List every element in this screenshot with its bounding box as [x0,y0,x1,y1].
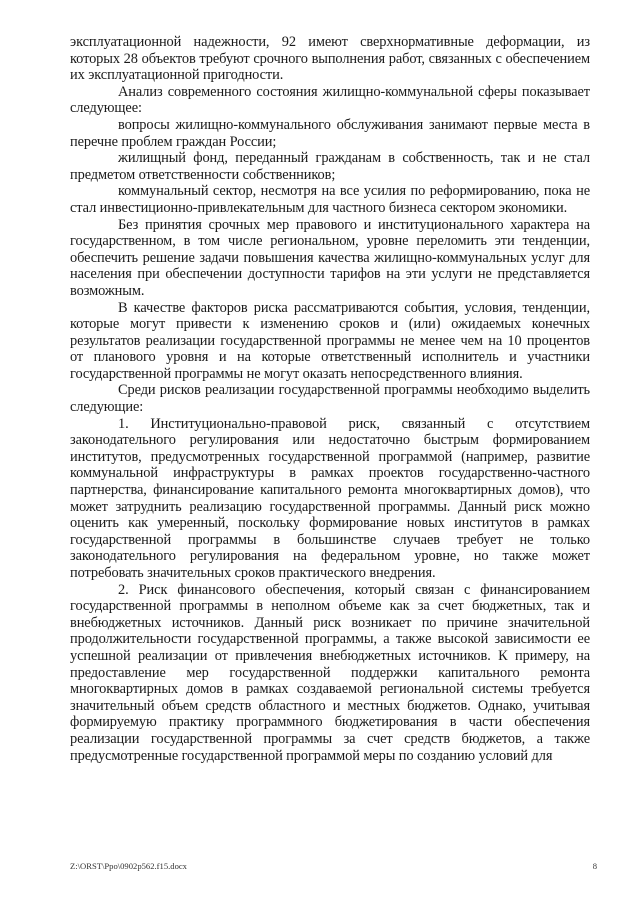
paragraph-point-services: вопросы жилищно-коммунального обслуживания занимают первые места в перечне проблем граждан России; [70,116,590,150]
paragraph-risk-institutional: 1. Институционально-правовой риск, связанный с отсутствием законодательного регулирования или недостаточно быстрым формированием институтов, предусмотренных государственной программой (например, развитие коммунальной инфраструктуры в рамках проектов государственно-частного партнерства, финансирование капитального ремонта многоквартирных домов), что может затруднить реализацию государственной программы. Данный риск можно оценить как умеренный, поскольку формирование новых институтов в рамках государственной программы в большинстве случаев требует не только законодательного регулирования на федеральном уровне, но также может потребовать значительных сроков практического внедрения. [70,415,590,581]
paragraph-point-housing: жилищный фонд, переданный гражданам в собственность, так и не стал предметом ответственности собственников; [70,150,590,183]
paragraph-continuation: эксплуатационной надежности, 92 имеют сверхнормативные деформации, из которых 28 объектов требуют срочного выполнения работ, связанных с обеспечением их эксплуатационной пригодности. [70,34,590,84]
paragraph-risk-factors: В качестве факторов риска рассматриваются события, условия, тенденции, которые могут привести к изменению сроков и (или) ожидаемых конечных результатов реализации государственной программы не менее чем на 10 процентов от планового уровня и на которые ответственный исполнитель и участники государственной программы не могут оказать непосредственного влияния. [70,299,590,382]
paragraph-risks-intro: Среди рисков реализации государственной программы необходимо выделить следующие: [70,382,590,416]
page-number: 8 [592,861,597,871]
paragraph-point-communal: коммунальный сектор, несмотря на все усилия по реформированию, пока не стал инвестиционно-привлекательным для частного бизнеса сектором экономики. [70,183,590,216]
paragraph-analysis-intro: Анализ современного состояния жилищно-коммунальной сферы показывает следующее: [70,83,590,117]
footer-file-path: Z:\ORST\Ppo\0902p562.f15.docx [70,861,187,871]
document-page [70,34,590,834]
paragraph-urgent-measures: Без принятия срочных мер правового и институционального характера на государственном, в том числе региональном, уровне переломить эти тенденции, обеспечить решение задачи повышения качества жилищно-коммунальных услуг для населения при обеспечении доступности тарифов на эти услуги не представляется возможным. [70,216,590,299]
paragraph-risk-financial: 2. Риск финансового обеспечения, который связан с финансированием государственной программы в неполном объеме как за счет бюджетных, так и внебюджетных источников. Данный риск возникает по причине значительной продолжительности государственной программы, а также высокой зависимости ее успешной реализации от привлечения внебюджетных источников. К примеру, на предоставление мер государственной поддержки капитального ремонта многоквартирных домов в рамках создаваемой региональной системы требуется значительный объем средств областного и местных бюджетов. Однако, учитывая формируемую практику программного бюджетирования в части обеспечения реализации государственной программы за счет средств бюджетов, а также предусмотренные государственной программой меры по созданию условий для [70,581,590,764]
